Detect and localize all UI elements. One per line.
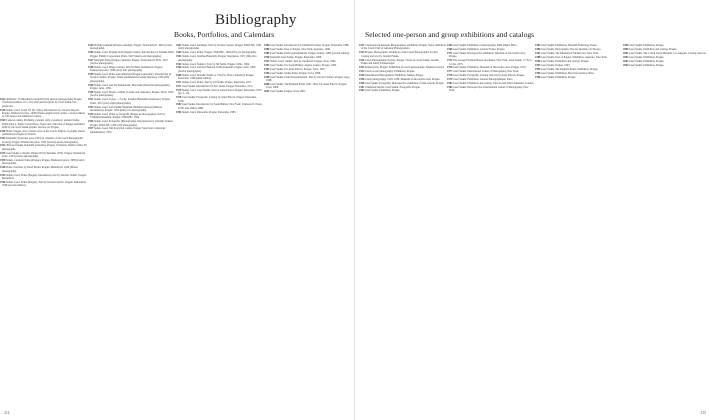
bibliography-entry: 1983 Sudek, Josef. Panorama. Prague: Panorama, 1983. <box>176 110 237 114</box>
right-column-3 <box>535 44 622 404</box>
section-heading-exhibitions: Selected one-person and group exhibitions and catalogs <box>365 30 535 39</box>
bibliography-entry: 1974 The George Eastman House, Rochester, New York. Josef Sudek. 17 Nov.–12 Jan. 1975. <box>447 59 533 66</box>
bibliography-entry: 2002 Josef Sudek. Exhibition. Prague. <box>623 55 665 59</box>
bibliography-entry: 1988 Josef Sudek. Poet of Prague. New York: Aperture, 1990. <box>264 47 331 51</box>
bibliography-entry: 1926 Czech Photographic Society, Prague. Works by Josef Sudek, Jaromír Funke and Adolf Schneeberger. <box>359 58 439 65</box>
left-column-2 <box>88 44 175 404</box>
bibliography-entry: 1999 Josef Sudek. Exhibition. Prague. <box>623 44 665 47</box>
bibliography-entry: 1946 Sudek, Josef. Pražský hrad (Prague Castle). Introduction by Zdeněk Wirth. Prague: Family Corporation Praha, 1947 (ninety-six photographs). <box>88 51 175 58</box>
bibliography-entry: 1951 Sudek, Josef. Toyen — Čechy: Krajina (Bohemian landscape). Prague: Orbis, 1951 (forty-eight photographs). <box>88 98 171 105</box>
bibliography-entry: 1936 International Photographic Exhibition. Mánes, Prague. <box>359 73 424 77</box>
left-column-3 <box>176 44 263 404</box>
bibliography-entry: 1990 Kalendář Josef Sudek. Prague: Panorama, 1990. <box>264 55 322 59</box>
bibliography-entry: 1950 Sudek, Josef, and Jan Rambousek. Moravské (Moravian photographs). Prague: Artia, 1950. <box>88 83 171 91</box>
bibliography-entry: 2004 Josef Sudek. Exhibition. Prague. <box>623 63 665 67</box>
bibliography-entry: 1938 Sudek. Calendar Praha (Prague). Prague: Družstevní práce, 1938 (twelve photographs). <box>0 159 85 166</box>
page-number-right: 215 <box>700 411 706 415</box>
bibliography-entry: 1948 Sudek, Josef. Magic Garden. Text by Hana Sedláčková. Prague: Družstevní práce, 1948 (sixty-four photographs). <box>88 65 163 73</box>
bibliography-entry: 1996 Josef Sudek. Exhibition. Moravian Gallery, Brno. <box>535 71 595 75</box>
bibliography-entry: 1982 Josef Sudek. Introduction by Sonja Bullaty. New York: Clarkson N. Potter, 1978; 2nd edition 1986. <box>176 103 263 110</box>
bibliography-entry: 1986 Josef Sudek. Introduction by Zdeněk Kirschner. Prague: Panorama, 1986. <box>264 44 350 47</box>
bibliography-entry: 1996 Josef Sudek. Sudek Praha. Prague: Torst, 1996. <box>264 71 321 75</box>
bibliography-entry: 1979 Josef Sudek. Exhibition. Galerie Photographique, Paris. <box>447 78 513 82</box>
section-heading-books: Books, Portfolios, and Calendars <box>174 30 275 39</box>
bibliography-entry: 1964 Sudek, Josef. Šumava: Text by Jiří Šetlík. Prague: Orbis, 1964. <box>176 62 250 66</box>
bibliography-entry: 1962 Sudek, Josef. Praha. Prague: SNKLHU, 1962 (fifty-six photographs). <box>176 51 257 55</box>
bibliography-entry: 1971 Josef Sudek. Retrospective exhibition. Museum of Decorative Arts, Prague. <box>447 51 526 59</box>
bibliography-entry: 1977 Josef Sudek. International Center of Photography, New York. <box>447 70 519 74</box>
bibliography-entry: 1989 Josef Sudek: Praha panoramatická. Prague: Odeon, 1992 (second edition). <box>264 51 350 55</box>
bibliography-entry: 1993 Josef Sudek. Prague. 1993. <box>535 63 571 67</box>
left-column-4 <box>264 44 351 404</box>
bibliography-entry: 1961 Sudek, Josef. Karlštejn. Text by Jaroslav Seifert. Prague: SNKLHU, 1961 (sixty photographs). <box>176 44 262 51</box>
bibliography-entry: 1938 Czech photography, 1918–1938. Museum of Decorative Arts, Prague. <box>359 77 441 81</box>
bibliography-entry: 1987 Josef Sudek. The Museum of Modern Art, New York. <box>535 51 599 55</box>
page-number-left: 214 <box>4 411 10 415</box>
bibliography-entry: 1968 Sudek, Josef. Pražský chrám sv. Víta (St. Vitus Cathedral). Prague: Panorama, 1968 (third edition). <box>176 73 255 81</box>
bibliography-entry: 2000 Josef Sudek. Exhibition and catalog. Prague. <box>623 47 678 51</box>
bibliography-entry: 2001 Josef Sudek. Prague: Torst, 2001. <box>264 90 307 94</box>
bibliography-entry: 1966 Sudek, Josef, and Petr Helbich. Praha Kalendář. Prague: Artia, 1966 (twelve photographs). <box>176 66 256 73</box>
bibliography-entry: 1963 Sudek, Josef. Janáček-Hukvaldy. Prague: Supraphon, 1971 (fifty-five photographs). <box>176 55 257 62</box>
bibliography-entry: 1921 Czechoslovak Amateur Photographers exhibition, Prague. Salon exhibition of the Czech Club of Amateur Photographers. <box>359 44 446 51</box>
right-column-2 <box>447 44 534 404</box>
bibliography-entry: 1963 Josef Sudek. Exhibition, Prague. <box>359 89 401 93</box>
bibliography-entry: 1992 Sudek, Josef. Ateliér. Text by Jan Řezáč. Prague: Torst, 1994. <box>264 59 337 63</box>
bibliography-entry: 1978 Josef Sudek: Fotografie. Catalog and text by Anna Fárová. Prague. <box>447 74 525 78</box>
bibliography-entry: 2001 Josef Sudek. The J. Paul Getty Museum, Los Angeles. Catalog and text. <box>623 51 707 55</box>
bibliography-entry: 1945 Pražský kalendář (Prague calendar). Prague: Vydavatelství, 1945 (twelve photographs). <box>88 44 173 51</box>
bibliography-entry: 1946 Sudek, Josef. Praha (Prague). Text by Jaroslav Seifert. Prague: Melantrich, 1948 (second edition). <box>0 180 87 188</box>
bibliography-entry: 1995 Josef Sudek. The Pigment Prints. Exhibition. Prague. <box>535 67 599 71</box>
right-page <box>355 0 710 420</box>
bibliography-entry: 1924 Prague, Photographic exhibition of the Czech Photographic Society. Catalog and text by Jaromír Funke. <box>359 51 439 58</box>
right-column-1 <box>359 44 446 404</box>
bibliography-entry: 1984 Josef Sudek. Retrospective. International Center of Photography, New York. <box>447 86 529 93</box>
bibliography-entry: 1956 Sudek, Josef. Fotografie (Photographs). Introduction by Lubomír Linhart. Prague: SNKLHU, 1956 (232 photographs). <box>88 120 174 127</box>
bibliography-entry: 1940 Praha. Portfolio by Karel Plicka. Prague: Melantrich, 1940 (fifteen photographs). <box>0 166 78 173</box>
bibliography-entry: 1998 Josef Sudek. Praha Panoramatická. Text by Jaroslav Seifert. Prague: Argo, 1998. <box>264 75 350 82</box>
bibliography-entry: 1950 Sudek, Josef. Hrady a zámky (Castles and chateaux). Prague: Orbis, 1950 (twelve photographs). <box>88 91 174 98</box>
bibliography-entry: 1936 Praha. Prague. Arts Council: Arts on the Czech. Edition of graphic sheets published by Prague in Vltavín. <box>0 129 85 137</box>
bibliography-entry: 1985 Josef Sudek. Exhibition. Museum Folkwang, Essen. <box>535 44 598 47</box>
bibliography-entry: 1932–33 Josef Sudek. Kalendář (calendar). Prague: V Prazích. Druhé vydání. 30 photographs. <box>0 144 87 151</box>
bibliography-entry: 1929 Celkové otázky, Předměty, polední, stály a koumové, pamatní lístky. Publication 2. Praha: Czech Photo. Notes and collection of images published 2020 by the Josef Sudek graphic. Review ed. Prague. <box>0 119 85 129</box>
bibliography-entry: 1945 Sudek, Josef. Praha (Prague). Introductory text by Jaroslav Seifert. Prague: Melantrich. <box>0 173 87 180</box>
bibliography-entry: 2000 Josef Sudek: The Pigment Prints 1947–1954. Ed. Anna Fárová. Prague: Torst, 2000. <box>264 82 347 90</box>
bibliography-entry: 1932 Krásná jizba, Prague. Exhibition of Czech photography. Družstevní práce. <box>359 65 445 69</box>
bibliography-entry: 1952 Sudek, Josef, and Zdeněk Štěpánek. Hudební nástroje (Musical instruments). Prague: 1952 (thirty-two photographs). <box>88 105 163 112</box>
bibliography-entry: 1982 Josef Sudek. Exhibition and catalog. Victoria and Albert Museum, London. <box>447 82 534 86</box>
bibliography-entry: 1971 Sudek, Josef. Praha. Text by Jiří Šetlík. Prague: Panorama, 1971. <box>176 81 252 84</box>
bibliography-entry: 1990 Josef Sudek. Exhibition and catalog. Prague. <box>535 59 590 63</box>
bibliography-entry: 1986 Josef Sudek. Photographs. The Art Institute of Chicago. <box>535 47 602 51</box>
bibliography-entry: 1995 Josef Sudek. Ed. Anna Fárová. Prague: Torst, 1995. <box>264 67 326 71</box>
bibliography-entry: 1932 Kalendář (Vydavatel press 1933) (a calendar of the Czech Photographic Society). Prague: Družstevní práce. 1932 (seventy-seven photographs). <box>0 137 84 144</box>
bibliography-entry: 2003 Josef Sudek. Exhibition. Prague. <box>623 59 665 63</box>
bibliography-entry: 1961 Umělecká beseda. Josef Sudek: Fotografie. Prague. <box>359 85 421 89</box>
bibliography-entry: 1933 Josef Sudek. Calendar Valaše 1933 (Christmas 1933). Prague: Družstevní práce. 1933 (twelve photographs). <box>0 151 86 159</box>
bibliography-entry: 1976 Josef Sudek. Exhibition. Museum of Decorative Arts, Prague, 1976. <box>447 66 527 70</box>
bibliography-entry: 1954 Sudek, Josef. Praha ve fotografii (Prague in photographs). Text by Vladimír Denkstein. Prague: SNKLHU, 1954. <box>88 112 166 120</box>
bibliography-entry: 1964 Josef Sudek. Exhibition of photographs. Dům umění, Brno. <box>447 44 518 47</box>
bibliography-entry: 1993 Josef Sudek. Ed. Sonja Bullaty, Angelo Lomeo. Prague: 1993. <box>264 63 337 67</box>
bibliography-entry: 1976 Sudek, Josef. Josef Sudek. Text by Anna Fárová. Prague: Panorama, 1976 (pp. 3–13). <box>176 88 262 96</box>
bibliography-entry: 1928 Sudek, Josef. Svatý Vít (St. Vitus). Introduction by Jaroslav Durych. Prague: Družstevní práce. 1928 (fifteen original silver prints, a boxed edition of 120 signed and numbered copies). <box>0 108 85 119</box>
bibliography-entry: 1971 Josef Sudek. Introduction by Petr Tausk. Prague: Panorama, 1971. <box>176 84 254 88</box>
bibliography-entry: 1958 Josef Sudek. Fotografie. Retrospective exhibition. Česká Galerie, Prague. <box>359 81 445 85</box>
bibliography-entry: 1949 Sudek, Josef. Praha panoramatická (Prague panoramic). Introduction by Jaroslav Seifert. Prague: Státní nakladatelství krásné literatury, 1959 (284 photographs). <box>88 73 172 83</box>
left-column-1 <box>0 98 87 398</box>
bibliography-entry: 1957 Sudek, Josef. Náš hrad (Our castle). Prague: Sportovní a turistické nakladatelství, 1957. <box>88 127 166 134</box>
bibliography-entry: 1998 Josef Sudek. Exhibition. Prague. <box>535 75 577 79</box>
bibliography-entry: 1988 Josef Sudek. Poet of Prague. Exhibition. Aperture, New York. <box>535 55 608 59</box>
bibliography-entry: 1966 Josef Sudek. Exhibition. Galerie Fronta, Prague. <box>447 47 506 51</box>
bibliography-entry: 1947 Kalendář Praha (Prague calendar). Prague: Vydavatelství ELK, 1947 (twelve photographs). <box>88 58 168 65</box>
bibliography-entry: 1922–24 Praha: 10 náhodných fotografií (Ten selected photographs) Prague. Vydavatel (edition of ca. 10) with selected prints by Josef Sudek. Not preserved. <box>0 98 83 108</box>
right-column-4 <box>623 44 710 404</box>
page-title: Bibliography <box>215 12 297 28</box>
bibliography-entry: 1978 Josef Sudek: Fotografie. Catalog by Anna Fárová. Prague: Panorama, 1978. <box>176 96 257 103</box>
bibliography-entry: 1933 Czech social photography. Exhibition, Prague. <box>359 69 415 73</box>
